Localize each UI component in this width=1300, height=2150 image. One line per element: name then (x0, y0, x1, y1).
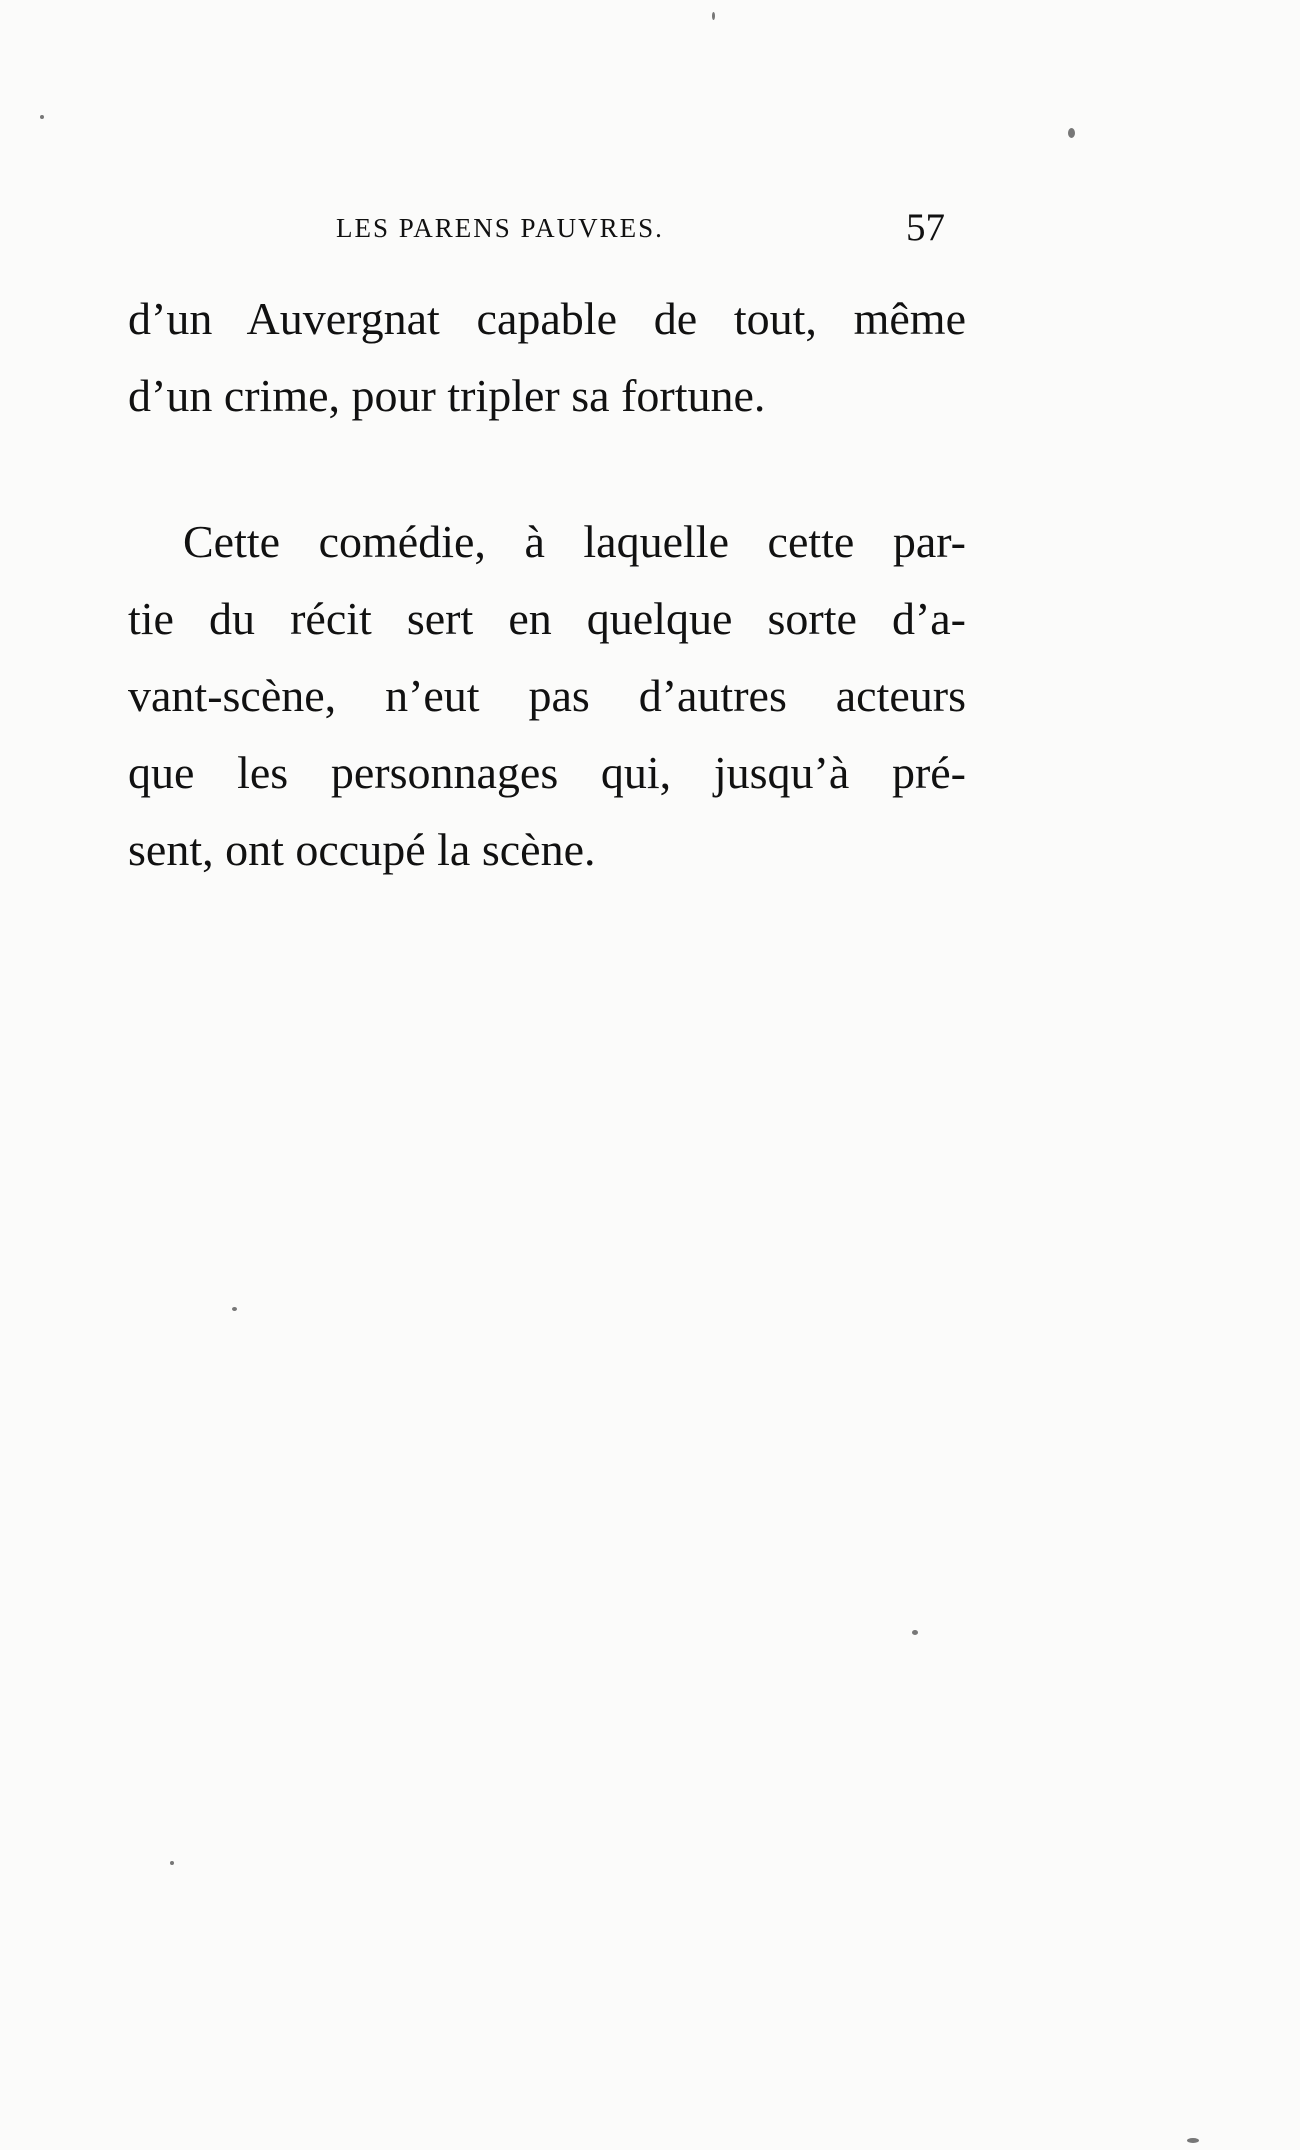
page-header (0, 205, 1300, 255)
paper-speck (232, 1307, 237, 1311)
paper-speck (1187, 2138, 1199, 2143)
text-line: d’un Auvergnat capable de tout, même (128, 293, 966, 344)
paper-speck (170, 1861, 174, 1865)
paper-speck (712, 12, 715, 20)
paragraph-2 (128, 503, 966, 888)
text-line: d’un crime, pour tripler sa fortune. (128, 370, 766, 421)
text-line: tie du récit sert en quelque sorte d’a- (128, 593, 966, 644)
running-title: LES PARENS PAUVRES. (336, 213, 664, 243)
text-line: Cette comédie, à laquelle cette par- (183, 516, 966, 567)
text-line: sent, ont occupé la scène. (128, 824, 596, 875)
paragraph-1 (128, 280, 966, 434)
text-line: que les personnages qui, jusqu’à pré- (128, 747, 966, 798)
paper-speck (40, 115, 44, 119)
page-number: 57 (906, 206, 945, 249)
text-line: vant-scène, n’eut pas d’autres acteurs (128, 670, 966, 721)
paper-speck (912, 1630, 918, 1635)
paper-speck (1068, 128, 1075, 138)
